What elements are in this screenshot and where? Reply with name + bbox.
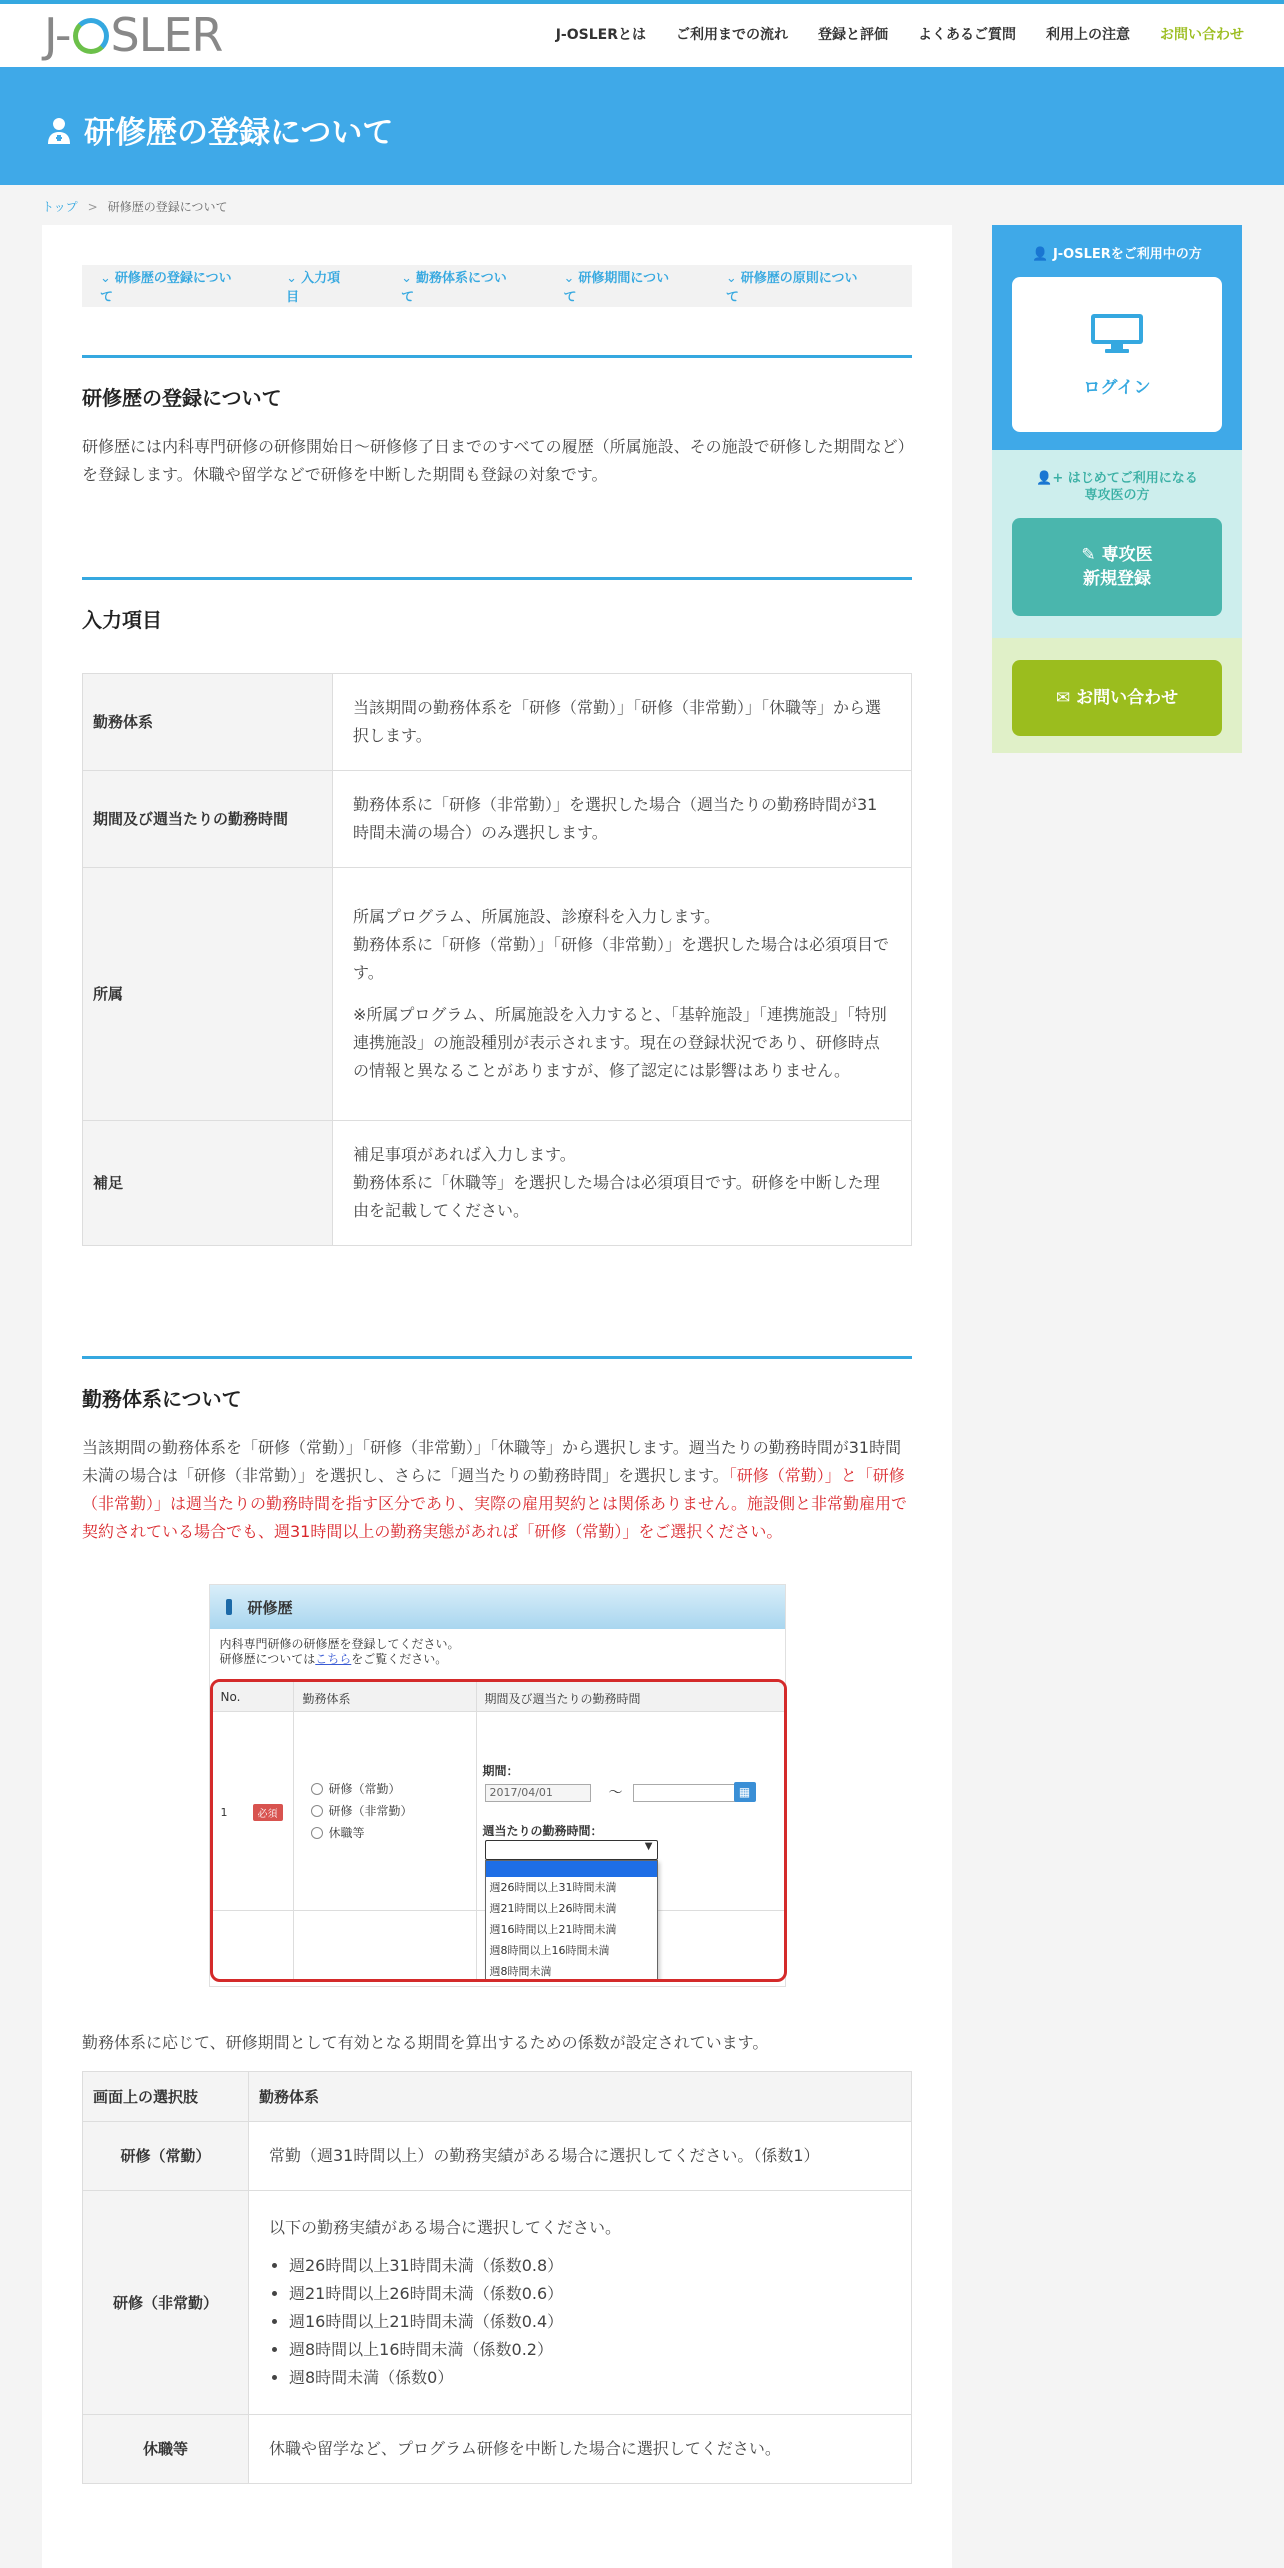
section-divider [82, 1356, 912, 1359]
sidebar-contact-panel [992, 638, 1242, 753]
row-label: 期間及び週当たりの勤務時間 [83, 771, 333, 868]
column-header: 勤務体系 [249, 2072, 912, 2122]
mail-icon: ✉ [1055, 688, 1077, 708]
sidebar-login-panel [992, 225, 1242, 450]
dropdown-option[interactable]: 週26時間以上31時間未満 [489, 1881, 617, 1894]
weekly-hours-label: 週当たりの勤務時間： [482, 1824, 603, 1838]
radio-circle-icon [311, 1827, 323, 1839]
nav-notes[interactable]: 利用上の注意 [1046, 27, 1130, 43]
toc-label: 研修期間について [563, 271, 670, 305]
period-tilde: 〜 [608, 1785, 623, 1801]
row-label: 研修（常勤） [83, 2122, 249, 2191]
row-value-line: 勤務体系に「休職等」を選択した場合は必須項目です。研修を中断した理由を記載してください。 [353, 1173, 880, 1220]
coefficient-list [269, 2252, 891, 2392]
table-of-contents [82, 265, 912, 307]
edit-icon: ✎ [1081, 545, 1102, 565]
period-label: 期間： [482, 1764, 519, 1778]
dropdown-option[interactable]: 週21時間以上26時間未満 [489, 1902, 617, 1915]
toc-label: 研修歴の登録について [100, 271, 232, 305]
toc-label: 入力項目 [286, 271, 341, 305]
list-item: • 週21時間以上26時間未満（係数0.6） [289, 2280, 891, 2308]
col-no: No. [220, 1690, 241, 1704]
sidebar-user-caption-text: J-OSLERをご利用中の方 [1052, 247, 1202, 262]
radio-leave[interactable] [311, 1824, 365, 1841]
body-text: 当該期間の勤務体系を「研修（常勤）」「研修（非常勤）」「休職等」から選択します。週当たりの勤務時間が31時間未満の場合は「研修（非常勤）」を選択し、さらに「週当たりの勤務時間」を選択します。 [82, 1438, 902, 1485]
site-logo[interactable] [44, 6, 222, 64]
screenshot-note [210, 1629, 785, 1675]
dropdown-option[interactable] [486, 1861, 657, 1877]
table-row [83, 868, 912, 1121]
radio-parttime[interactable] [311, 1802, 413, 1819]
chevron-down-icon: ⌄ [401, 271, 413, 286]
monitor-icon [1090, 313, 1144, 353]
list-item: • 週8時間未満（係数0） [289, 2364, 891, 2392]
table-row [83, 2122, 912, 2191]
chevron-down-icon: ⌄ [725, 271, 737, 286]
row-value: 当該期間の勤務体系を「研修（常勤）」「研修（非常勤）」「休職等」から選択します。 [333, 674, 912, 771]
logo-text-left: J- [44, 8, 71, 62]
login-button[interactable] [1012, 277, 1222, 432]
dropdown-option[interactable]: 週16時間以上21時間未満 [489, 1923, 617, 1936]
sidebar-user-caption [992, 243, 1242, 262]
note-text: をご覧ください。 [351, 1652, 448, 1666]
list-item: • 週8時間以上16時間未満（係数0.2） [289, 2336, 891, 2364]
chevron-down-icon: ⌄ [286, 271, 298, 286]
radio-circle-icon [311, 1783, 323, 1795]
row-value [333, 868, 912, 1121]
header-bar-icon [226, 1599, 232, 1615]
breadcrumb-home[interactable]: トップ [42, 200, 78, 214]
section-divider [82, 577, 912, 580]
row-label: 所属 [83, 868, 333, 1121]
note-line [220, 1652, 775, 1667]
input-items-table [82, 673, 912, 1246]
radio-circle-icon [311, 1805, 323, 1817]
row-value: 休職や留学など、プログラム研修を中断した場合に選択してください。 [249, 2415, 912, 2484]
list-item: • 週26時間以上31時間未満（係数0.8） [289, 2252, 891, 2280]
column-divider [293, 1682, 294, 1979]
calendar-icon[interactable]: ▦ [734, 1782, 756, 1802]
global-nav [526, 24, 1244, 44]
row-value-line: 勤務体系に「研修（常勤）」「研修（非常勤）」を選択した場合は必須項目です。 [353, 935, 890, 982]
dropdown-option[interactable]: 週8時間未満 [489, 1965, 552, 1978]
toc-label: 研修歴の原則について [725, 271, 858, 305]
nav-register-evaluate[interactable]: 登録と評価 [818, 27, 888, 43]
row-value-line: 補足事項があれば入力します。 [353, 1145, 576, 1164]
register-button[interactable] [1012, 518, 1222, 616]
weekly-hours-dropdown [485, 1860, 658, 1982]
screenshot-column-header [213, 1682, 784, 1712]
row-label: 休職等 [83, 2415, 249, 2484]
user-plus-icon: 👤+ [1036, 471, 1068, 486]
caption-line: はじめてご利用になる [1067, 471, 1198, 486]
logo-o-icon [73, 18, 109, 54]
weekly-hours-select[interactable]: ▼ [485, 1840, 658, 1860]
column-divider [476, 1682, 477, 1979]
row-label: 勤務体系 [83, 674, 333, 771]
section-body-work-type [82, 1434, 912, 1546]
row-value-line: 所属プログラム、所属施設、診療科を入力します。 [353, 907, 721, 926]
row-label: 研修（非常勤） [83, 2191, 249, 2415]
body-warning-text: 「研修（常勤）」と「研修（非常勤）」は週当たりの勤務時間を指す区分であり、実際の雇用契約とは関係ありません。施設側と非常勤雇用で契約されている場合でも、週31時間以上の勤務実態があれば「研修（常勤）」をご選択ください。 [82, 1466, 907, 1541]
start-date-input[interactable]: 2017/04/01 [485, 1784, 591, 1802]
row-value [249, 2191, 912, 2415]
col-type: 勤務体系 [302, 1692, 351, 1706]
table-header-row [83, 2072, 912, 2122]
table-row [83, 1121, 912, 1246]
table-row [83, 771, 912, 868]
row-value-line: 以下の勤務実績がある場合に選択してください。 [269, 2217, 622, 2237]
section-body-registration: 研修歴には内科専門研修の研修開始日～研修修了日までのすべての履歴（所属施設、その施設で研修した期間など）を登録します。休職や留学などで研修を中断した期間も登録の対象です。 [82, 437, 906, 484]
register-label-line2: 新規登録 [1083, 569, 1151, 589]
radio-label: 研修（常勤） [328, 1782, 401, 1796]
section-title-input-items: 入力項目 [82, 608, 162, 632]
nav-faq[interactable]: よくあるご質問 [918, 27, 1016, 43]
highlight-frame [210, 1679, 787, 1982]
toc-link-registration[interactable] [100, 267, 258, 305]
sidebar-new-caption [992, 470, 1242, 504]
toc-link-input-items[interactable] [286, 267, 373, 305]
breadcrumb-separator: > [87, 200, 98, 214]
user-icon: 👤 [1032, 247, 1053, 262]
sidebar-register-panel [992, 450, 1242, 638]
logo-text-right: SLER [110, 8, 223, 62]
coefficient-intro: 勤務体系に応じて、研修期間として有効となる期間を算出するための係数が設定されています。 [82, 2033, 769, 2052]
nav-about[interactable]: J-OSLERとは [555, 27, 646, 43]
table-row [83, 2415, 912, 2484]
breadcrumb-current: 研修歴の登録について [107, 200, 228, 214]
doctor-icon [44, 115, 74, 145]
toc-label: 勤務体系について [401, 271, 507, 305]
row-label: 補足 [83, 1121, 333, 1246]
table-row [83, 674, 912, 771]
note-link[interactable]: こちら [315, 1652, 352, 1666]
column-header: 画面上の選択肢 [83, 2072, 249, 2122]
contact-label: お問い合わせ [1076, 688, 1179, 708]
col-period: 期間及び週当たりの勤務時間 [484, 1692, 641, 1706]
caption-line: 専攻医の方 [1084, 488, 1150, 503]
row-number: 1 [220, 1806, 228, 1819]
table-row [83, 2191, 912, 2415]
main-content [42, 225, 952, 2568]
sidebar [992, 225, 1242, 753]
toc-link-period[interactable] [563, 267, 697, 305]
page-title-text: 研修歴の登録について [84, 115, 394, 151]
note-text: 研修歴については [219, 1652, 316, 1666]
toc-link-work-type[interactable] [401, 267, 535, 305]
toc-link-principles[interactable] [726, 267, 884, 305]
contact-button[interactable] [1012, 660, 1222, 736]
page-banner [0, 67, 1284, 185]
register-label-line1: 専攻医 [1101, 545, 1153, 565]
end-date-input[interactable] [633, 1784, 741, 1802]
nav-contact[interactable]: お問い合わせ [1160, 27, 1244, 43]
row-value [333, 1121, 912, 1246]
row-value: 常勤（週31時間以上）の勤務実績がある場合に選択してください。（係数1） [249, 2122, 912, 2191]
dropdown-option[interactable]: 週8時間以上16時間未満 [489, 1944, 610, 1957]
list-item: • 週16時間以上21時間未満（係数0.4） [289, 2308, 891, 2336]
radio-label: 休職等 [328, 1826, 365, 1840]
page-title [44, 107, 393, 152]
row-value-note: ※所属プログラム、所属施設を入力すると、「基幹施設」「連携施設」「特別連携施設」の施設種別が表示されます。現在の登録状況であり、研修時点の情報と異なることがありますが、修了認定には影響はありません。 [353, 1005, 887, 1080]
work-type-screenshot [209, 1584, 786, 1987]
login-label: ログイン [1083, 378, 1151, 398]
radio-label: 研修（非常勤） [328, 1804, 413, 1818]
section-title-registration: 研修歴の登録について [82, 386, 282, 410]
breadcrumb [42, 198, 227, 215]
chevron-down-icon: ⌄ [563, 271, 575, 286]
coefficient-table [82, 2071, 912, 2484]
section-divider [82, 355, 912, 358]
required-badge: 必須 [253, 1804, 283, 1821]
screenshot-header [210, 1585, 785, 1629]
row-value: 勤務体系に「研修（非常勤）」を選択した場合（週当たりの勤務時間が31時間未満の場合）のみ選択します。 [333, 771, 912, 868]
radio-fulltime[interactable] [311, 1780, 401, 1797]
chevron-down-icon: ⌄ [100, 271, 111, 286]
note-line: 内科専門研修の研修歴を登録してください。 [219, 1637, 460, 1651]
screenshot-title: 研修歴 [247, 1598, 293, 1617]
site-header [0, 4, 1284, 67]
nav-flow[interactable]: ご利用までの流れ [676, 27, 788, 43]
section-title-work-type: 勤務体系について [82, 1387, 242, 1411]
